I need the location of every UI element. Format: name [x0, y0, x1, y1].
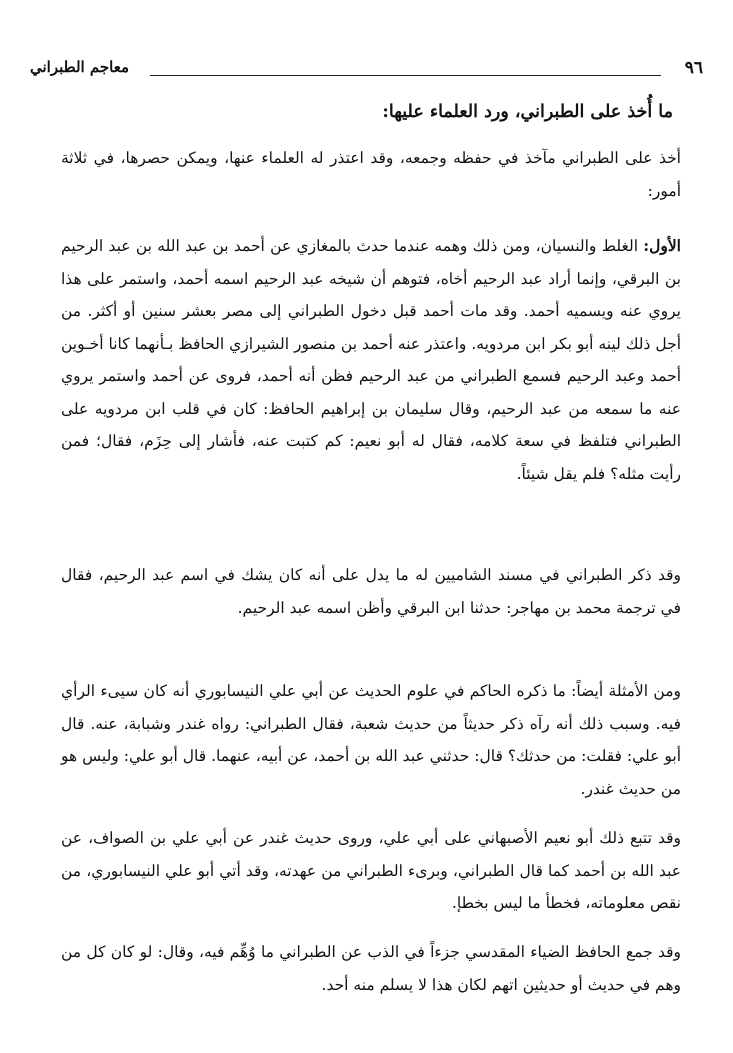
header-rule — [150, 75, 661, 76]
paragraph-text: وقد تتبع ذلك أبو نعيم الأصبهاني على أبي علي، وروى حديث غندر عن أبي علي بن الصواف، عن عبد الله بن أحمد كما قال الطبراني، وبرىء الطبراني من عهدته، وقد أتي أبو علي النيسابوري، من نقص معلوماته، فخطأ ما ليس بخطإ. — [61, 829, 681, 912]
paragraph-lead: الأول: — [643, 236, 681, 255]
paragraph-abu-nuaym — [61, 822, 681, 920]
paragraph-examples — [61, 675, 681, 805]
paragraph-diya — [61, 936, 681, 1001]
paragraph-text: أخذ على الطبراني مآخذ في حفظه وجمعه، وقد اعتذر له العلماء عنها، ويمكن حصرها، في ثلاثة أمور: — [61, 149, 681, 200]
page-header — [30, 58, 703, 86]
page-number: ٩٦ — [684, 58, 703, 78]
paragraph-text: الغلط والنسيان، ومن ذلك وهمه عندما حدث بالمغازي عن أحمد بن عبد الله بن عبد الرحيم بن البرقي، وإنما أراد عبد الرحيم أخاه، فتوهم أن شيخه عبد الرحيم اسمه أحمد، واستمر على هذا يروي عنه ويسميه أحمد. وقد مات أحمد قبل دخول الطبراني إلى مصر بعشر سنين أو أكثر. من أجل ذلك لينه أبو بكر ابن مردويه. واعتذر عنه أحمد بن منصور الشيرازي الحافظ بـأنهما كانا أخـوين أحمد وعبد الرحيم فسمع الطبراني من عبد الرحيم فظن أنه أحمد، فروى عن أحمد واستمر يروي عنه ما سمعه من عبد الرحيم، وقال سليمان بن إبراهيم الحافظ: كان في قلب ابن مردويه على الطبراني فتلفظ في سعة كلامه، فقال له أبو نعيم: كم كتبت عنه، فأشار إلى حِزَم، فقال؛ فمن رأيت مثله؟ فلم يقل شيئاً. — [61, 237, 681, 483]
paragraph-text: وقد جمع الحافظ الضياء المقدسي جزءاً في الذب عن الطبراني ما وُهِّم فيه، وقال: لو كان كل من وهم في حديث أو حديثين اتهم لكان هذا لا يسلم منه أحد. — [61, 943, 681, 994]
running-title: معاجم الطبراني — [30, 58, 130, 76]
paragraph-first-matter — [61, 230, 681, 490]
paragraph-text: وقد ذكر الطبراني في مسند الشاميين له ما يدل على أنه كان يشك في اسم عبد الرحيم، فقال في ترجمة محمد بن مهاجر: حدثنا ابن البرقي وأظن اسمه عبد الرحيم. — [61, 566, 681, 617]
paragraph-shamiyyin — [61, 559, 681, 624]
paragraph-text: ومن الأمثلة أيضاً: ما ذكره الحاكم في علوم الحديث عن أبي علي النيسابوري أنه كان سيىء الرأي فيه. وسبب ذلك أنه رآه ذكر حديثاً من حديث شعبة، فقال الطبراني: رواه غندر وشبابة، عنه. قال أبو علي: فقلت: من حدثك؟ قال: حدثني عبد الله بن أحمد، عن أبيه، عنهما. قال أبو علي: وليس هو من حديث غندر. — [61, 682, 681, 798]
section-title: ما أُخذ على الطبراني، ورد العلماء عليها: — [382, 102, 673, 122]
paragraph-intro — [61, 142, 681, 207]
